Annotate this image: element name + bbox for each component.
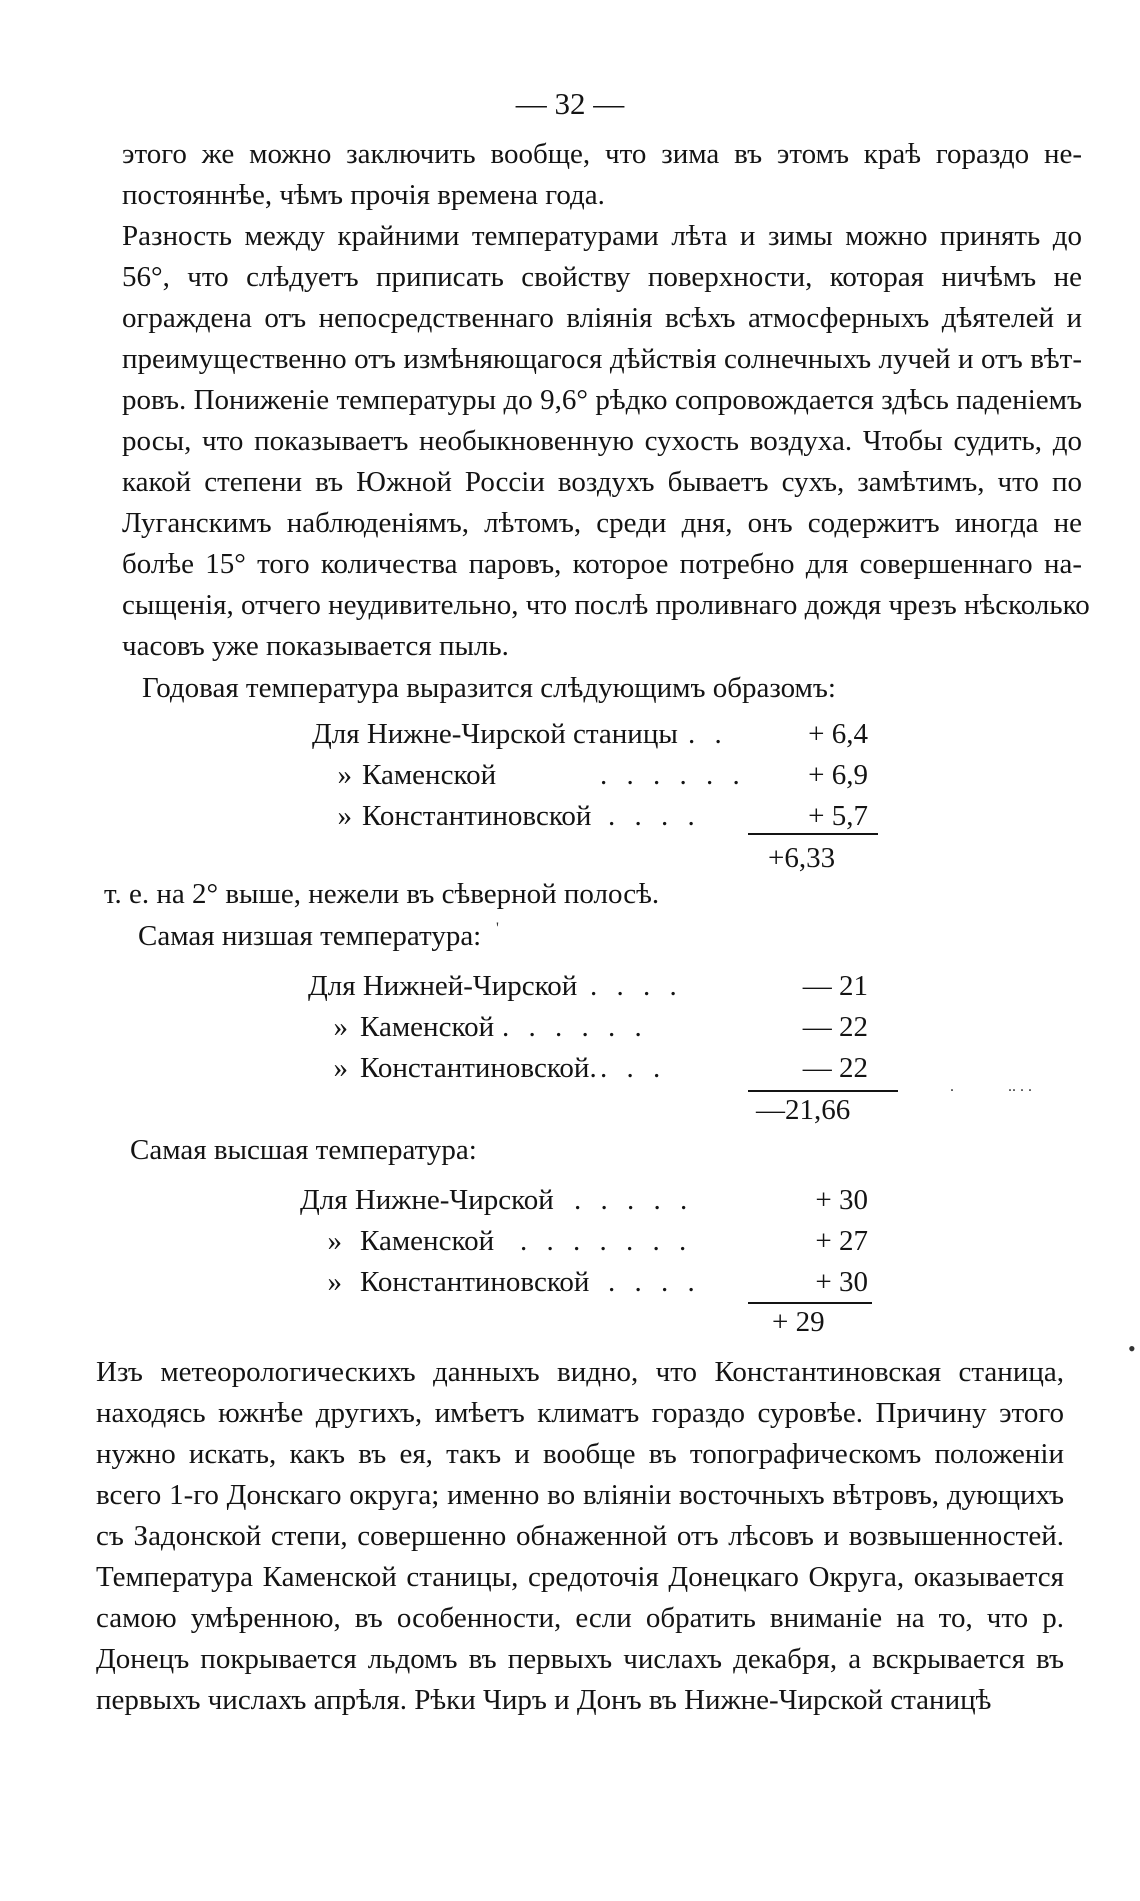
table-row [300,714,900,755]
annual-total: +6,33 [768,842,836,874]
table-row [300,1048,900,1089]
text-line: 56°, что слѣдуетъ приписать свойству поверхности, которая ничѣмъ не [122,261,1082,293]
text-line: какой степени въ Южной Россіи воздухъ бываетъ сухъ, замѣтимъ, что по [122,466,1082,498]
paragraph-continuation [122,134,1082,216]
temperature-value: + 5,7 [808,800,868,832]
text-line: самою умѣренною, въ особенности, если обратить вниманіе на то, что р. [96,1602,1064,1634]
annual-temperature-note: т. е. на 2° выше, нежели въ сѣверной полосѣ. [104,878,660,910]
ditto-mark: » [333,1052,348,1084]
ditto-mark: » [327,1266,342,1298]
leader-dots: . . . . . . . [520,1225,693,1257]
table-row [290,1221,890,1262]
text-line: этого же можно заключить вообще, что зима въ этомъ краѣ гораздо не- [122,138,1082,170]
text-line: Изъ метеорологическихъ данныхъ видно, что Константиновская станица, [96,1356,1064,1388]
lowest-temperature-intro: Самая низшая температура: [138,920,482,952]
temperature-value: + 6,4 [808,718,868,750]
speck-mark: .. . . [1008,1078,1032,1095]
station-name: Константиновской [362,800,592,832]
leader-dots: . . [688,718,728,750]
table-row [290,1262,890,1303]
paragraph-temperature-extremes [122,216,1090,667]
ditto-mark: » [327,1225,342,1257]
speck-mark: . [950,1078,954,1095]
leader-dots: . . . . [608,800,701,832]
text-line: Температура Каменской станицы, средоточія Донецкаго Округа, оказывается [96,1561,1064,1593]
leader-dots: . . . . . . [600,759,746,791]
table-row [300,966,900,1007]
text-line: ровъ. Пониженіе температуры до 9,6° рѣдко сопровождается здѣсь паденіемъ [122,384,1082,416]
temperature-value: — 22 [802,1052,868,1084]
ditto-mark: » [333,1011,348,1043]
station-name: Каменской [362,759,497,791]
highest-temperature-intro: Самая высшая температура: [130,1134,477,1166]
temperature-value: + 27 [815,1225,868,1257]
text-line: Донецъ покрывается льдомъ въ первыхъ числахъ декабря, а вскрывается въ [96,1643,1064,1675]
annual-total-rule [748,833,878,835]
text-line: болѣе 15° того количества паровъ, которое потребно для совершеннаго на- [122,548,1082,580]
text-line: преимущественно отъ измѣняющагося дѣйствія солнечныхъ лучей и отъ вѣт- [122,343,1082,375]
leader-dots: . . . . [608,1266,701,1298]
table-row [300,796,900,837]
station-name: Для Нижне-Чирской станицы [312,718,678,750]
temperature-value: — 22 [802,1011,868,1043]
leader-dots: . . . [600,1052,667,1084]
page-number: — 32 — [515,86,625,121]
text-line: Разность между крайними температурами лѣта и зимы можно принять до [122,220,1082,252]
ditto-mark: » [337,759,352,791]
station-name: Для Нижне-Чирской [300,1184,554,1216]
temperature-value: + 6,9 [808,759,868,791]
leader-dots: . . . . [590,970,683,1002]
temperature-value: + 30 [815,1184,868,1216]
paragraph-climate-conclusion [96,1352,1064,1721]
speck-mark: ' [496,920,499,937]
station-name: Для Нижней-Чирской [308,970,578,1002]
text-line: всего 1-го Донскаго округа; именно во вліяніи восточныхъ вѣтровъ, дующихъ [96,1479,1064,1511]
table-row [300,1007,900,1048]
ditto-mark: » [337,800,352,832]
text-line: нужно искать, какъ въ ея, такъ и вообще въ топографическомъ положеніи [96,1438,1064,1470]
speck-mark: • [1128,1336,1136,1361]
text-line: постояннѣе, чѣмъ прочія времена года. [122,179,605,211]
table-row [300,755,900,796]
temperature-value: — 21 [802,970,868,1002]
text-line: съ Задонской степи, совершенно обнаженной отъ лѣсовъ и возвышенностей. [96,1520,1064,1552]
text-line: первыхъ числахъ апрѣля. Рѣки Чиръ и Донъ въ Нижне-Чирской станицѣ [96,1684,992,1716]
text-line: росы, что показываетъ необыкновенную сухость воздуха. Чтобы судить, до [122,425,1082,457]
text-line: находясь южнѣе другихъ, имѣетъ климатъ гораздо суровѣе. Причину этого [96,1397,1064,1429]
station-name: Константиновской. [360,1052,597,1084]
station-name: Каменской [360,1225,495,1257]
text-line: Луганскимъ наблюденіямъ, лѣтомъ, среди дня, онъ содержитъ иногда не [122,507,1082,539]
text-line: сыщенія, отчего неудивительно, что послѣ проливнаго дождя чрезъ нѣсколько [122,589,1090,621]
text-line: часовъ уже показывается пыль. [122,630,509,662]
station-name: Константиновской [360,1266,590,1298]
leader-dots: . . . . . [574,1184,694,1216]
table-row [290,1180,890,1221]
annual-temperature-intro: Годовая температура выразится слѣдующимъ образомъ: [142,672,836,704]
leader-dots: . . . . . . [502,1011,648,1043]
text-line: ограждена отъ непосредственнаго вліянія всѣхъ атмосферныхъ дѣятелей и [122,302,1082,334]
station-name: Каменской [360,1011,495,1043]
highest-total: + 29 [772,1306,825,1338]
lowest-total: —21,66 [756,1094,851,1126]
temperature-value: + 30 [815,1266,868,1298]
